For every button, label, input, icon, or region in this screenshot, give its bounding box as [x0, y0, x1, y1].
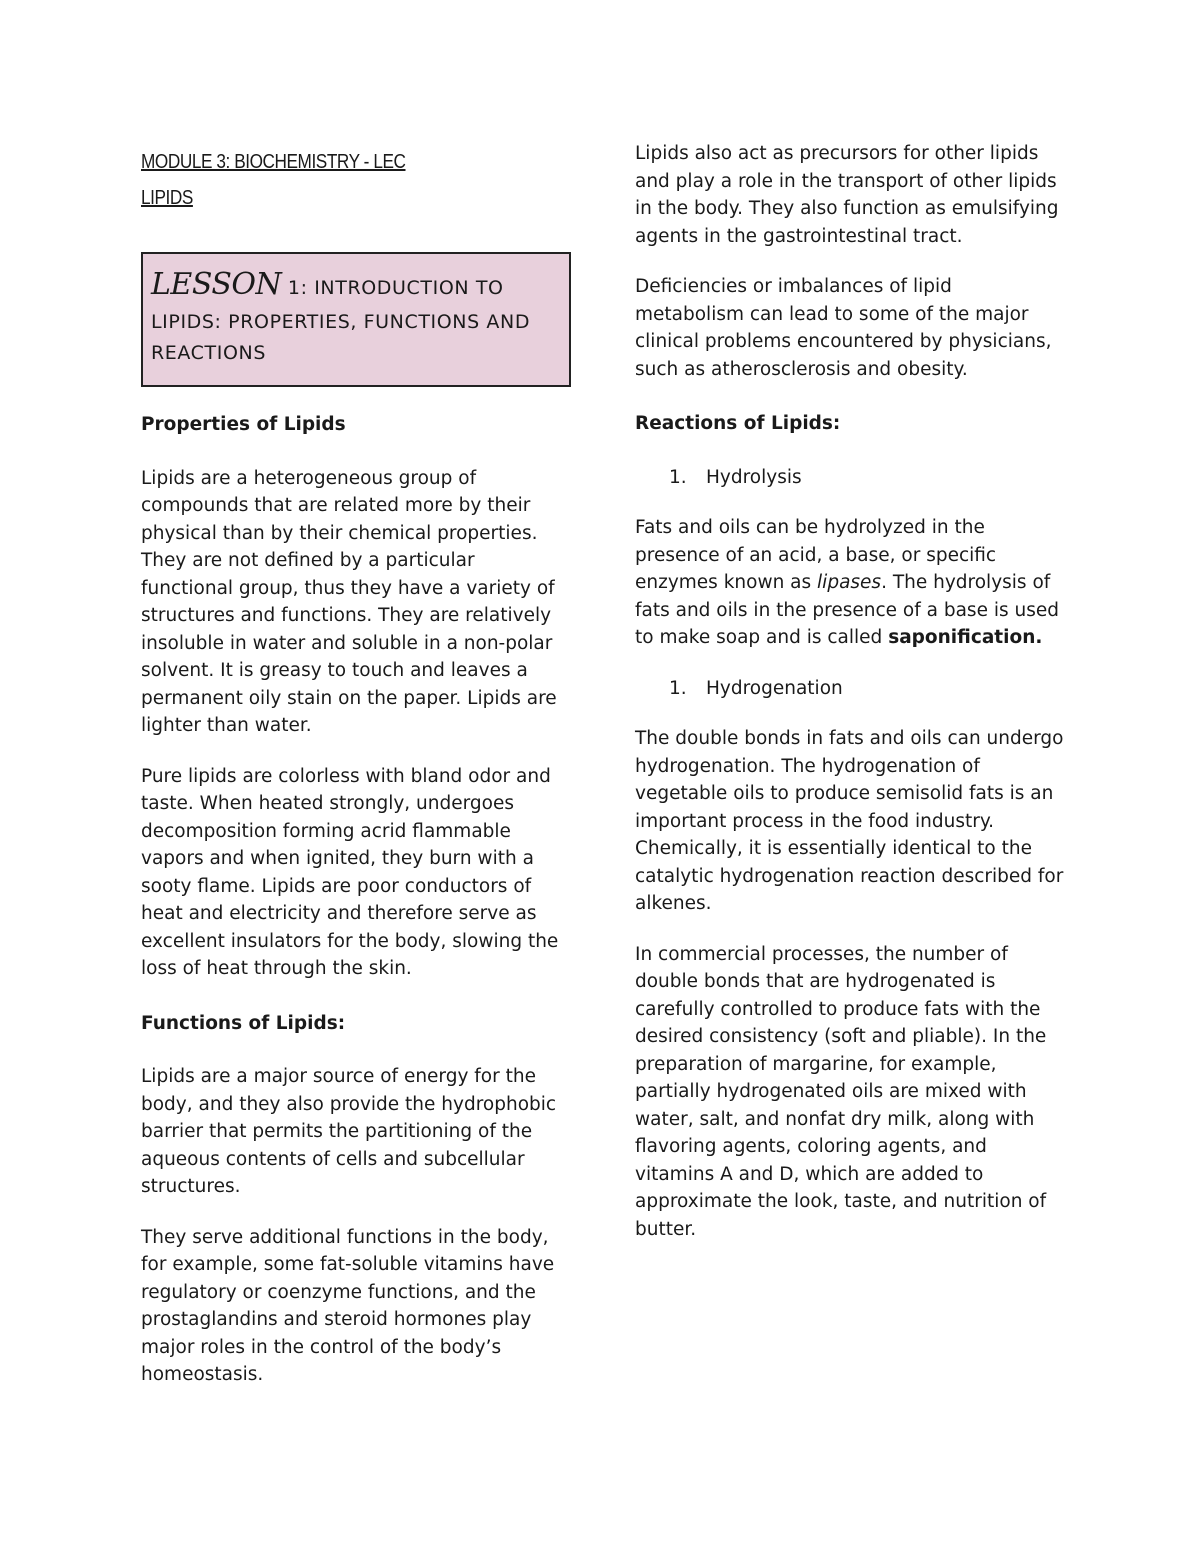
right-column [635, 140, 1065, 1266]
list-number: 1. [669, 466, 687, 488]
functions-paragraph-4: Deficiencies or imbalances of lipid metabolism can lead to some of the major clinical problems encountered by physicians, such as atherosclerosis and obesity. [635, 276, 1052, 380]
list-label: Hydrolysis [706, 466, 802, 488]
lesson-title-line1 [151, 268, 561, 305]
properties-heading: Properties of Lipids [141, 414, 346, 435]
hydrogenation-paragraph-1: The double bonds in fats and oils can undergo hydrogenation. The hydrogenation of vegetable oils to produce semisolid fats is an important process in the food industry. Chemically, it is essentially identical to the catalytic hydrogenation reaction described for alkenes. [635, 728, 1064, 914]
lipases-term: lipases [817, 572, 882, 593]
functions-paragraph-2: They serve additional functions in the body, for example, some fat-soluble vitamins have regulatory or coenzyme functions, and the prostaglandins and steroid hormones play major roles in the control of the body’s homeostasis. [141, 1226, 555, 1385]
hydrolysis-text-b: . The hydrolysis of fats and oils in the presence of a base is used to make soap and is called [635, 572, 1059, 648]
list-item-hydrogenation [635, 675, 1065, 703]
lesson-title-line2: LIPIDS: PROPERTIES, FUNCTIONS AND [151, 311, 531, 333]
functions-paragraph-1: Lipids are a major source of energy for the body, and they also provide the hydrophobic barrier that permits the partitioning of the aqueous contents of cells and subcellular structures. [141, 1066, 557, 1197]
topic-title: LIPIDS [141, 187, 193, 209]
saponification-term: saponification. [888, 627, 1043, 648]
reactions-heading: Reactions of Lipids: [635, 413, 841, 434]
module-title: MODULE 3: BIOCHEMISTRY - LEC [141, 151, 406, 173]
lesson-box [141, 252, 571, 387]
functions-heading: Functions of Lipids: [141, 1012, 346, 1034]
properties-paragraph-1: Lipids are a heterogeneous group of compounds that are related more by their physical than by their chemical properties. They are not defined by a particular functional group, thus they have a variety of structures and functions. They are relatively insoluble in water and soluble in a non-polar solvent. It is greasy to touch and leaves a permanent oily stain on the paper. Lipids are lighter than water. [141, 467, 557, 736]
lesson-number: 1: [287, 277, 308, 299]
lesson-title-line3: REACTIONS [151, 342, 266, 364]
list-item-hydrolysis [635, 464, 1065, 492]
left-column [141, 140, 571, 1412]
functions-paragraph-3: Lipids also act as precursors for other lipids and play a role in the transport of other lipids in the body. They also function as emulsifying agents in the gastrointestinal tract. [635, 143, 1059, 247]
list-label: Hydrogenation [706, 677, 843, 699]
hydrolysis-text-a: Fats and oils can be hydrolyzed in the presence of an acid, a base, or specific enzymes known as [635, 517, 997, 593]
list-number: 1. [669, 677, 687, 699]
lesson-title-text1: INTRODUCTION TO [307, 277, 504, 299]
hydrogenation-paragraph-2: In commercial processes, the number of double bonds that are hydrogenated is carefully controlled to produce fats with the desired consistency (soft and pliable). In the preparation of margarine, for example, partially hydrogenated oils are mixed with water, salt, and nonfat dry milk, along with flavoring agents, coloring agents, and vitamins A and D, which are added to approximate the look, taste, and nutrition of butter. [635, 943, 1047, 1240]
lesson-word: LESSON [151, 267, 282, 302]
hydrolysis-paragraph [635, 514, 1065, 652]
properties-paragraph-2: Pure lipids are colorless with bland odor and taste. When heated strongly, undergoes decomposition forming acrid flammable vapors and when ignited, they burn with a sooty flame. Lipids are poor conductors of heat and electricity and therefore serve as excellent insulators for the body, slowing the loss of heat through the skin. [141, 765, 559, 979]
